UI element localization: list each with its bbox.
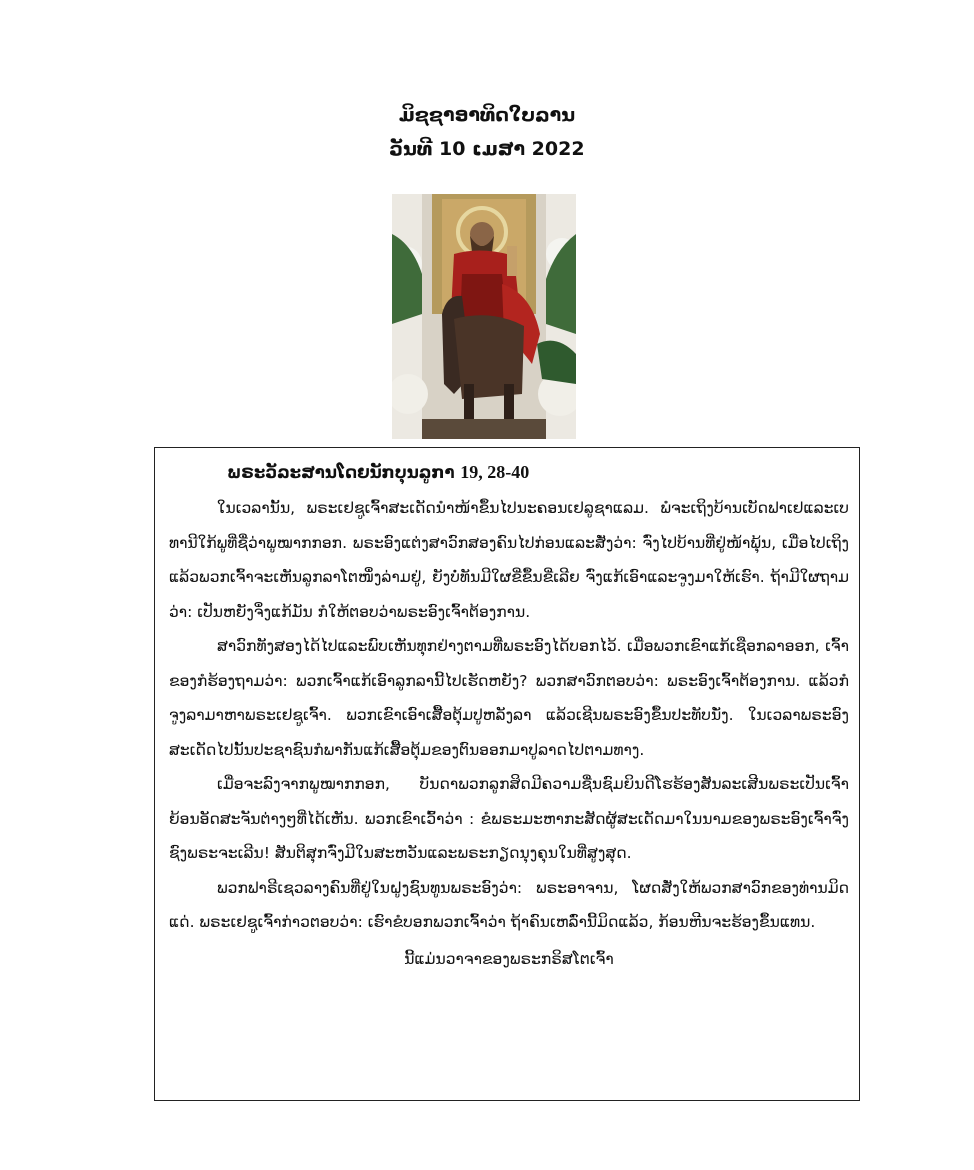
gospel-paragraph-2: ສາວົກທັງສອງໄດ້ໄປແລະພົບເຫັນທຸກຢ່າງຕາມທີ່ພຣະອົງໄດ້ບອກໄວ້. ເມື່ອພວກເຂົາແກ້ເຊືອກລາອອກ, ເຈົ້າຂອງກໍຮ້ອງຖາມວ່າ: ພວກເຈົ້າແກ້ເອົາລູກລານີ້ໄປເຮັດຫຍັງ? ພວກສາວົກຕອບວ່າ: ພຣະອົງເຈົ້າຕ້ອງການ. ແລ້ວກໍຈູງລາມາຫາພຣະເຢຊູເຈົ້າ. ພວກເຂົາເອົາເສື້ອຕຸ້ມປູຫລັງລາ ແລ້ວເຊີນພຣະອົງຂຶ້ນປະທັບນັ່ງ. ໃນເວລາພຣະອົງສະເດັດໄປນັ້ນປະຊາຊົນກໍພາກັນແກ້ເສື້ອຕຸ້ມຂອງຕົນອອກມາປູລາດໄປຕາມທາງ. [169,637,849,759]
statue-photo [392,194,576,439]
gospel-title: ພຣະວັລະສານໂດຍນັກບຸນລູກາ [227,463,455,482]
gospel-paragraph-1: ໃນເວລານັ້ນ, ພຣະເຢຊູເຈົ້າສະເດັດນຳໜ້າຂຶ້ນໄປນະຄອນເຢລູຊາແລມ. ພໍຈະເຖິງບ້ານເບັດຟາເຢແລະເບທານີໃກ້ພູທີ່ຊື່ວ່າພູໝາກກອກ. ພຣະອົງແຕ່ງສາວົກສອງຄົນໄປກ່ອນແລະສັ່ງວ່າ: ຈົ່ງໄປບ້ານທີ່ຢູ່ໜ້າພຸ້ນ, ເມື່ອໄປເຖິງແລ້ວພວກເຈົ້າຈະເຫັນລູກລາໂຕໜຶ່ງລ່າມຢູ່, ຍັງບໍ່ທັນມີໃຜຂີ່ຂຶ້ນຂີ່ເລີຍ ຈົ່ງແກ້ເອົາແລະຈູງມາໃຫ້ເຮົາ. ຖ້າມີໃຜຖາມວ່າ: ເປັນຫຍັງຈຶ່ງແກ້ມັນ ກໍໃຫ້ຕອບວ່າພຣະອົງເຈົ້າຕ້ອງການ. [169,499,849,621]
page-title: ມິຊຊາອາທິດໃບລານ [398,104,576,126]
gospel-heading [169,458,849,487]
page-date: ວັນທີ 10 ເມສາ 2022 [389,138,585,160]
gospel-paragraph-4: ພວກຟາຣີເຊວລາງຄົນທີ່ຢູ່ໃນຝູງຊົນທູນພຣະອົງວ່າ: ພຣະອາຈານ, ໂຜດສັ່ງໃຫ້ພວກສາວົກຂອງທ່ານມິດແດ່. ພຣະເຢຊູເຈົ້າກ່າວຕອບວ່າ: ເຮົາຂໍບອກພວກເຈົ້າວ່າ ຖ້າຄົນເຫລົ່ານີ້ມິດແລ້ວ, ກ້ອນຫີນຈະຮ້ອງຂຶ້ນແທນ. [169,878,849,931]
gospel-paragraph-3: ເມື່ອຈະລົງຈາກພູໝາກກອກ, ບັນດາພວກລູກສິດມີຄວາມຊື່ນຊົມຍິນດີໂຮຮ້ອງສັນລະເສີນພຣະເປັນເຈົ້າ ຍ້ອນອັດສະຈັນຕ່າງໆທີ່ໄດ້ເຫັນ. ພວກເຂົາເວົ້າວ່າ : ຂໍພຣະມະຫາກະສັດຜູ້ສະເດັດມາໃນນາມຂອງພຣະອົງເຈົ້າຈົ່ງຊົງພຣະຈະເລີນ! ສັນຕິສຸກຈົ່ງມີໃນສະຫວັນແລະພຣະກຽດນຸງຄຸນໃນທີ່ສູງສຸດ. [169,775,849,862]
religious-statue-on-donkey-photo-icon [392,194,576,439]
gospel-reading-box [154,447,860,1101]
gospel-reference: 19, 28-40 [460,462,530,482]
gospel-closing: ນີ້ແມ່ນວາຈາຂອງພຣະກຣິສໂຕເຈົ້າ [404,949,614,968]
